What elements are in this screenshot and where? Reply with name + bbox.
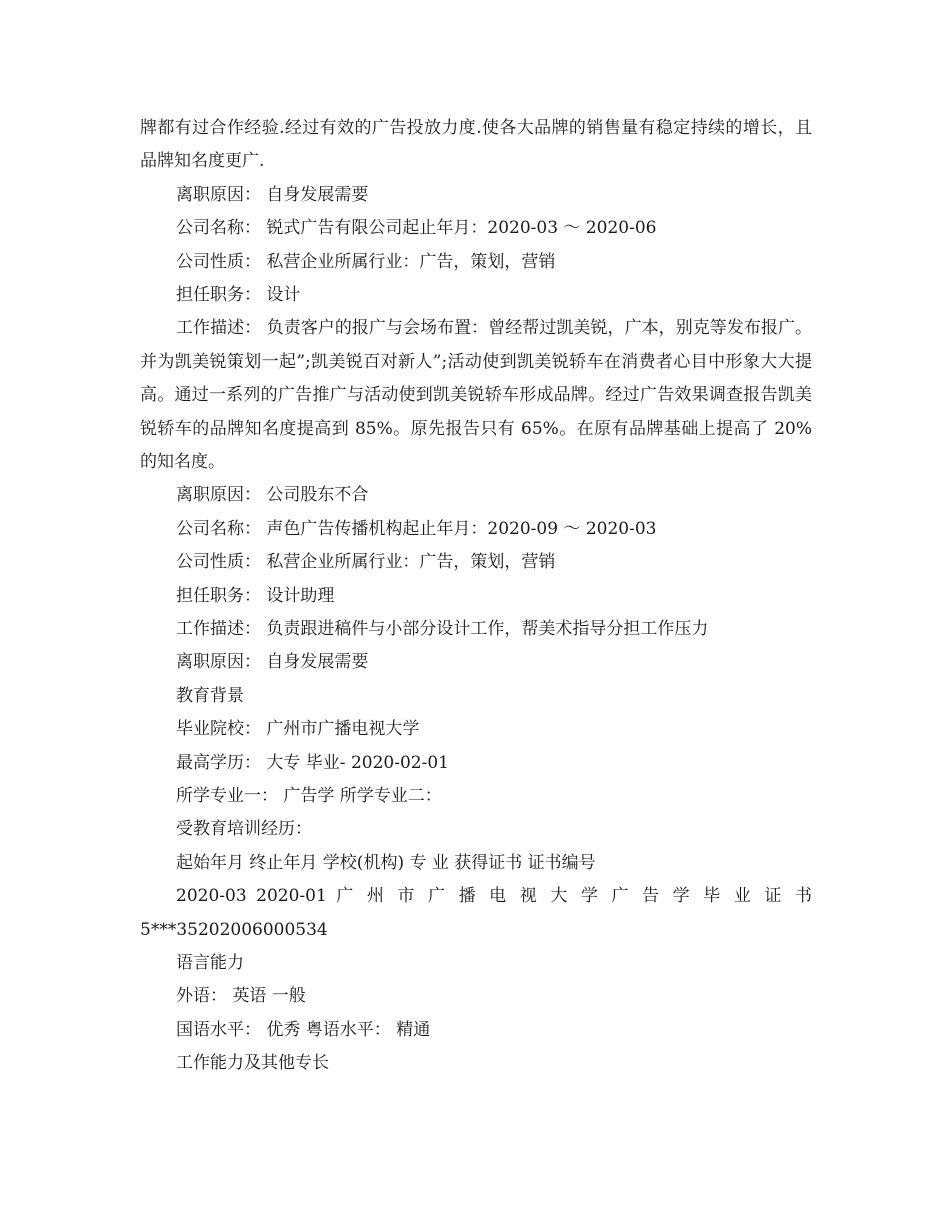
job3-leave-reason: 离职原因： 自身发展需要 bbox=[176, 652, 369, 673]
training-end: 2020-01 bbox=[256, 886, 327, 907]
training-cert-number: 5***35202006000534 bbox=[140, 919, 328, 940]
education-degree: 最高学历： 大专 毕业- 2020-02-01 bbox=[176, 752, 449, 773]
job2-company: 公司名称： 锐式广告有限公司起止年月：2020-03 ～ 2020-06 bbox=[176, 218, 657, 239]
training-school: 广 州 市 广 播 电 视 大 学 bbox=[336, 886, 603, 907]
job2-leave-reason: 离职原因： 公司股东不合 bbox=[176, 485, 369, 506]
document-body bbox=[140, 112, 812, 1080]
job2-nature: 公司性质： 私营企业所属行业：广告，策划，营销 bbox=[176, 251, 556, 272]
job2-position: 担任职务： 设计 bbox=[176, 284, 301, 305]
language-foreign: 外语： 英语 一般 bbox=[176, 986, 306, 1007]
job1-leave-reason: 离职原因： 自身发展需要 bbox=[176, 184, 369, 205]
training-columns: 起始年月 终止年月 学校(机构) 专 业 获得证书 证书编号 bbox=[176, 852, 596, 873]
training-row bbox=[140, 880, 812, 913]
paragraph-job1-continuation: 牌都有过合作经验.经过有效的广告投放力度.使各大品牌的销售量有稳定持续的增长，且品牌知名度更广. bbox=[140, 118, 812, 172]
job3-position: 担任职务： 设计助理 bbox=[176, 585, 335, 606]
language-mandarin: 国语水平： 优秀 粤语水平： 精通 bbox=[176, 1019, 431, 1040]
job2-description: 工作描述： 负责客户的报广与会场布置：曾经帮过凯美锐，广本，别克等发布报广。并为凯美锐策划一起”;凯美锐百对新人”;活动使到凯美锐轿车在消费者心目中形象大大提高。通过一系列的广告推广与活动使到凯美锐轿车形成品牌。经过广告效果调查报告凯美锐轿车的品牌知名度提高到 85%。原先报告只有 65%。在原有品牌基础上提高了 20%的知名度。 bbox=[140, 318, 812, 472]
job3-nature: 公司性质： 私营企业所属行业：广告，策划，营销 bbox=[176, 552, 556, 573]
skills-heading: 工作能力及其他专长 bbox=[176, 1053, 329, 1074]
training-cert: 毕 业 证 书 bbox=[703, 886, 813, 907]
job3-company: 公司名称： 声色广告传播机构起止年月：2020-09 ～ 2020-03 bbox=[176, 518, 657, 539]
language-heading: 语言能力 bbox=[176, 952, 244, 973]
education-heading: 教育背景 bbox=[176, 685, 244, 706]
job3-description: 工作描述： 负责跟进稿件与小部分设计工作，帮美术指导分担工作压力 bbox=[176, 618, 709, 639]
training-start: 2020-03 bbox=[176, 886, 247, 907]
training-heading: 受教育培训经历： bbox=[176, 819, 312, 840]
education-school: 毕业院校： 广州市广播电视大学 bbox=[176, 719, 420, 740]
training-major: 广 告 学 bbox=[611, 886, 694, 907]
education-major: 所学专业一： 广告学 所学专业二： bbox=[176, 785, 442, 806]
